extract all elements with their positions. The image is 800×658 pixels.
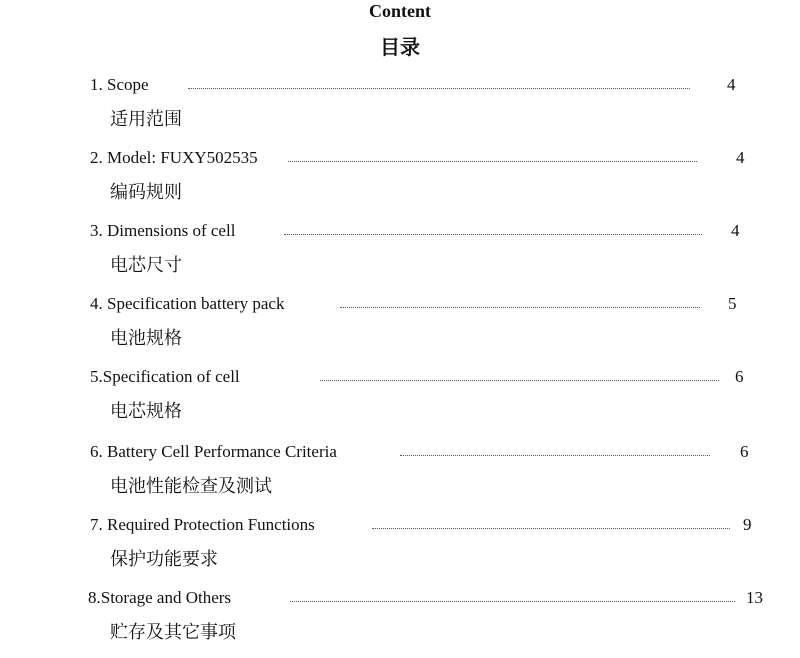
toc-page-4: 5	[728, 294, 737, 313]
toc-page-5: 6	[735, 367, 744, 386]
toc-entry-5-zh: 电芯规格	[110, 401, 182, 422]
toc-entry-1-en: 1. Scope	[90, 75, 149, 94]
toc-entry-3-en: 3. Dimensions of cell	[90, 221, 236, 240]
toc-page-3: 4	[731, 221, 740, 240]
toc-entry-1-zh: 适用范围	[110, 109, 182, 130]
toc-entry-3-zh: 电芯尺寸	[110, 255, 182, 276]
toc-entry-4	[90, 293, 780, 315]
toc-entry-1	[90, 74, 770, 96]
toc-page-8: 13	[746, 588, 763, 607]
toc-entry-3	[90, 220, 780, 242]
toc-entry-2	[90, 147, 780, 169]
toc-entry-7	[90, 514, 790, 536]
toc-leader-7	[372, 528, 730, 529]
toc-leader-5	[320, 380, 719, 381]
toc-leader-3	[284, 234, 702, 235]
toc-entry-4-zh: 电池规格	[110, 328, 182, 349]
toc-entry-7-zh: 保护功能要求	[110, 549, 218, 570]
toc-page-7: 9	[743, 515, 752, 534]
toc-entry-5	[90, 366, 790, 388]
toc-entry-8-en: 8.Storage and Others	[88, 588, 232, 607]
toc-title-en: Content	[369, 1, 431, 21]
toc-title-zh: 目录	[380, 35, 420, 59]
toc-page-1: 4	[727, 75, 736, 94]
toc-page-6: 6	[740, 442, 749, 461]
toc-entry-6-zh: 电池性能检查及测试	[110, 476, 272, 497]
toc-leader-4	[340, 307, 700, 308]
toc-entry-7-en: 7. Required Protection Functions	[90, 515, 315, 534]
toc-entry-8-zh: 贮存及其它事项	[110, 622, 236, 643]
toc-entry-4-en: 4. Specification battery pack	[90, 294, 285, 313]
toc-entry-6	[90, 441, 790, 463]
toc-leader-2	[288, 161, 697, 162]
toc-entry-5-en: 5.Specification of cell	[90, 367, 240, 386]
toc-leader-6	[400, 455, 710, 456]
toc-leader-1	[188, 88, 690, 89]
toc-page-2: 4	[736, 148, 745, 167]
toc-leader-8	[290, 601, 735, 602]
toc-entry-2-zh: 编码规则	[110, 182, 182, 203]
toc-entry-2-en: 2. Model: FUXY502535	[90, 148, 258, 167]
toc-entry-6-en: 6. Battery Cell Performance Criteria	[90, 442, 337, 461]
toc-entry-8	[88, 587, 788, 609]
